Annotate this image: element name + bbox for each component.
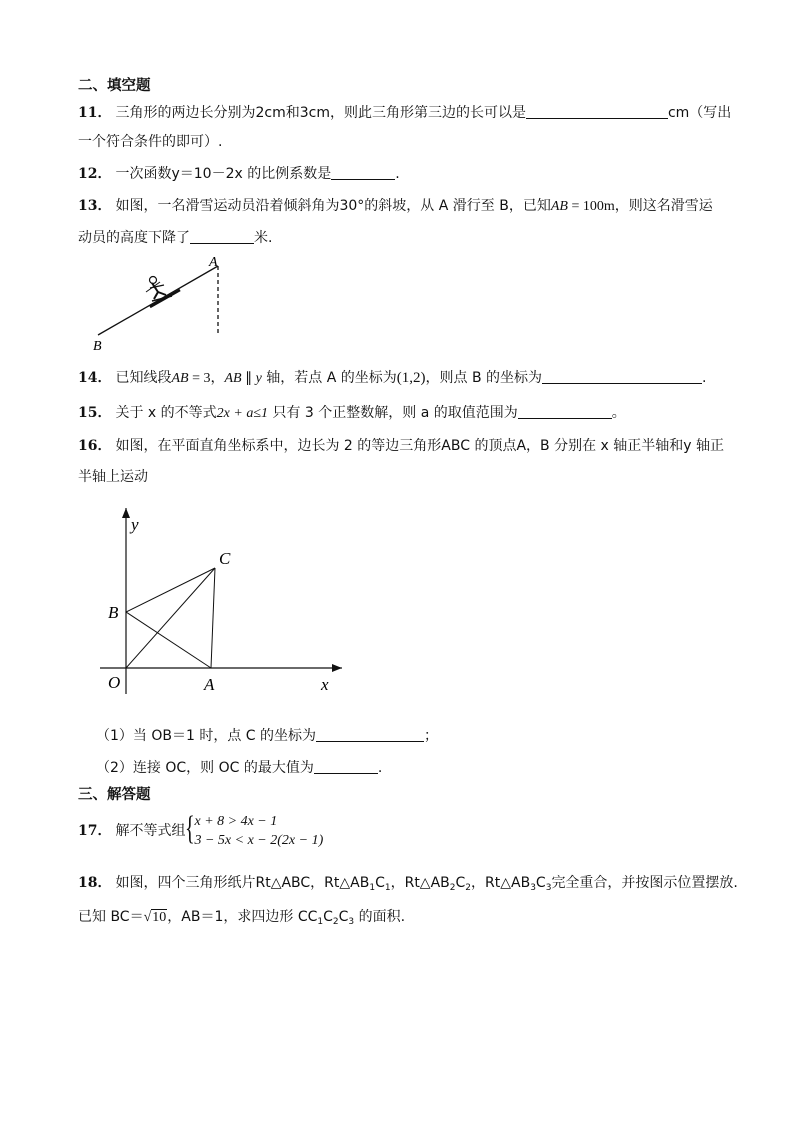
section-heading-fill-in xyxy=(78,77,151,95)
answer-blank[interactable] xyxy=(190,229,254,244)
question-text: 只有 3 个正整数解，则 a 的取值范围为 xyxy=(268,405,518,421)
answer-blank[interactable] xyxy=(331,165,395,180)
x-axis-arrow-icon xyxy=(332,664,342,672)
question-number: 14． xyxy=(78,370,112,386)
question-text: C xyxy=(323,909,333,925)
question-text: C xyxy=(375,875,385,891)
question-text: 三角形的两边长分别为2cm和3cm，则此三角形第三边的长可以是 xyxy=(115,105,526,121)
question-text: 动员的高度下降了 xyxy=(78,230,190,246)
question-text: 半轴上运动 xyxy=(78,469,148,485)
question-text: C xyxy=(535,875,546,891)
punctuation: . xyxy=(395,166,400,182)
section-heading-solve xyxy=(78,786,151,804)
subscript: 3 xyxy=(530,883,536,893)
subscript: 2 xyxy=(332,917,339,927)
label-o: O xyxy=(108,673,121,692)
label-a: A xyxy=(204,675,215,694)
subscript: 1 xyxy=(317,917,324,927)
question-number: 18． xyxy=(78,875,112,891)
square-root: √10 xyxy=(143,910,167,925)
formula-ab: AB xyxy=(224,371,242,386)
question-number: 13． xyxy=(78,198,112,214)
section-title: 三、解答题 xyxy=(78,787,151,803)
label-y: y xyxy=(131,515,139,534)
subscript: 1 xyxy=(369,883,376,893)
punctuation: . xyxy=(702,370,707,386)
question-number: 16． xyxy=(78,438,112,454)
label-b: B xyxy=(93,339,102,354)
inequality: 2x + a≤1 xyxy=(216,406,269,421)
question-text: C xyxy=(338,909,349,925)
section-title: 二、填空题 xyxy=(78,78,151,94)
question-text-tail: ，则这名滑雪运 xyxy=(614,198,713,214)
formula-value: = 3 xyxy=(188,371,211,386)
question-text: 轴，若点 A 的坐标为 xyxy=(261,370,397,386)
question-16 xyxy=(78,437,724,455)
subscript: 3 xyxy=(348,917,355,927)
answer-blank[interactable] xyxy=(542,369,702,384)
label-a: A xyxy=(209,255,218,270)
answer-blank[interactable] xyxy=(314,759,378,774)
question-text: ， xyxy=(210,370,225,386)
question-number: 17． xyxy=(78,823,112,839)
question-text: ，Rt△AB xyxy=(471,875,531,891)
parallel-symbol: ∥ xyxy=(241,371,256,386)
question-text: 已知 BC＝ xyxy=(78,909,144,925)
question-13-line2 xyxy=(78,229,272,247)
punctuation: 。 xyxy=(611,405,626,421)
question-17 xyxy=(78,812,323,850)
label-c: C xyxy=(219,549,231,568)
inequality-row-2: 3 − 5x < x − 2(2x − 1) xyxy=(194,833,324,848)
question-12 xyxy=(78,165,400,183)
segment-oc xyxy=(126,568,215,668)
answer-blank[interactable] xyxy=(518,404,612,419)
unit-text: 米. xyxy=(254,230,273,246)
question-16-part1 xyxy=(96,727,438,745)
question-text: 一个符合条件的即可）. xyxy=(78,134,223,150)
question-18 xyxy=(78,874,738,897)
question-text: C xyxy=(455,875,466,891)
coordinate-figure xyxy=(96,504,356,700)
question-text: 解不等式组 xyxy=(115,823,186,839)
question-14 xyxy=(78,369,706,388)
question-11 xyxy=(78,104,731,122)
segment-bc xyxy=(126,568,215,612)
question-text: 关于 x 的不等式 xyxy=(115,405,217,421)
coordinate: (1,2) xyxy=(396,370,426,386)
inequality-system xyxy=(185,812,323,850)
question-number: 11． xyxy=(78,105,112,121)
y-axis-arrow-icon xyxy=(122,508,130,518)
question-11-line2 xyxy=(78,133,222,151)
question-number: 15． xyxy=(78,405,112,421)
question-text: 一次函数y＝10－2x 的比例系数是 xyxy=(115,166,332,182)
question-text: （2）连接 OC，则 OC 的最大值为 xyxy=(96,760,314,776)
question-text: 如图，一名滑雪运动员沿着倾斜角为30°的斜坡，从 A 滑行至 B，已知 xyxy=(115,198,551,214)
brace-icon: { xyxy=(185,810,196,847)
question-text: ，AB＝1，求四边形 CC xyxy=(167,909,318,925)
formula-ab: AB xyxy=(550,199,568,214)
label-b: B xyxy=(108,603,119,622)
question-13 xyxy=(78,197,713,216)
answer-blank[interactable] xyxy=(526,104,668,119)
radicand: 10 xyxy=(152,910,167,925)
label-x: x xyxy=(321,675,329,694)
question-text: ，Rt△AB xyxy=(390,875,450,891)
question-text: 的面积. xyxy=(354,909,406,925)
subscript: 3 xyxy=(545,883,552,893)
question-number: 12． xyxy=(78,166,112,182)
slope-line xyxy=(98,266,218,335)
subscript: 1 xyxy=(384,883,391,893)
question-text: 如图，四个三角形纸片Rt△ABC，Rt△AB xyxy=(115,875,370,891)
skier-icon xyxy=(146,277,180,308)
question-16-line2 xyxy=(78,468,148,486)
question-18-line2 xyxy=(78,908,405,931)
answer-blank[interactable] xyxy=(316,727,424,742)
question-text: 已知线段 xyxy=(115,370,172,386)
unit-text: cm（写出 xyxy=(667,105,732,121)
punctuation: ； xyxy=(424,728,439,744)
question-text: 如图，在平面直角坐标系中，边长为 2 的等边三角形ABC 的顶点A，B 分别在 x 轴正半轴和y 轴正 xyxy=(115,438,725,454)
subscript: 2 xyxy=(465,883,472,893)
formula-value: = 100m xyxy=(567,199,615,214)
slope-figure xyxy=(88,252,238,356)
punctuation: . xyxy=(377,760,383,776)
axis-y: y xyxy=(255,371,262,386)
subscript: 2 xyxy=(449,883,456,893)
formula-ab: AB xyxy=(171,371,189,386)
segment-ac xyxy=(211,568,215,668)
question-16-part2 xyxy=(96,759,382,777)
inequality-row-1: x + 8 > 4x − 1 xyxy=(194,814,278,829)
question-text: （1）当 OB＝1 时，点 C 的坐标为 xyxy=(96,728,317,744)
question-text: ，则点 B 的坐标为 xyxy=(425,370,543,386)
question-text: 完全重合，并按图示位置摆放. xyxy=(551,875,738,891)
question-15 xyxy=(78,404,626,423)
